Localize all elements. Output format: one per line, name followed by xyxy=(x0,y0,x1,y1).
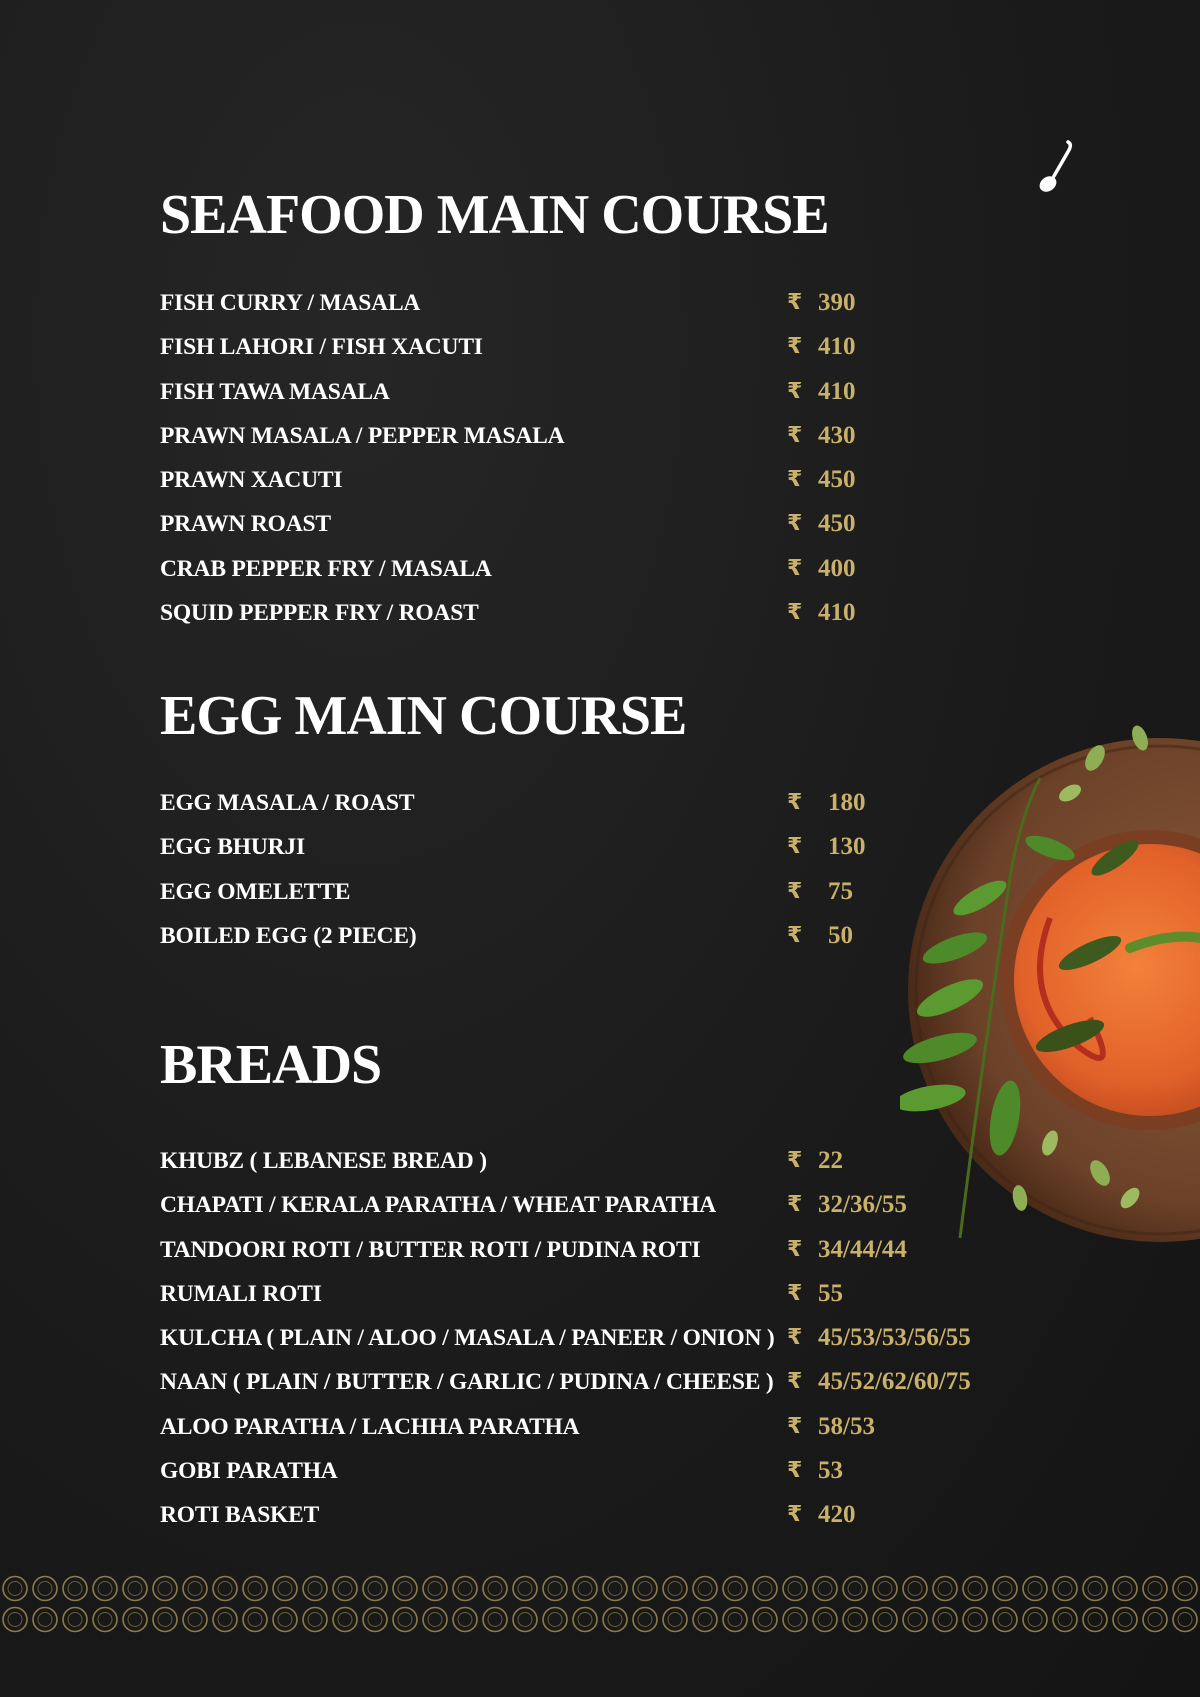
menu-item xyxy=(160,1272,1000,1316)
item-price: 450 xyxy=(818,466,856,494)
item-price: 430 xyxy=(818,421,856,449)
rupee-symbol: ₹ xyxy=(787,1502,803,1528)
circle-pattern-border xyxy=(0,1573,1200,1635)
item-name: PRAWN MASALA / PEPPER MASALA xyxy=(160,422,565,449)
menu-item xyxy=(160,414,1000,458)
rupee-symbol: ₹ xyxy=(787,922,803,948)
item-price: 390 xyxy=(818,289,856,316)
breads-menu-list xyxy=(160,1139,1000,1538)
menu-item xyxy=(160,1228,1000,1272)
item-price: 22 xyxy=(818,1147,843,1174)
rupee-symbol: ₹ xyxy=(787,555,803,581)
menu-item xyxy=(160,547,1000,591)
item-price: 130 xyxy=(828,833,866,861)
menu-item xyxy=(160,1360,1000,1404)
item-name: TANDOORI ROTI / BUTTER ROTI / PUDINA ROTI xyxy=(160,1236,701,1263)
item-name: ALOO PARATHA / LACHHA PARATHA xyxy=(160,1413,580,1440)
item-price: 53 xyxy=(818,1457,843,1485)
item-name: CHAPATI / KERALA PARATHA / WHEAT PARATHA xyxy=(160,1192,717,1219)
seafood-menu-list xyxy=(160,281,1000,635)
menu-item xyxy=(160,370,1000,414)
item-price: 34/44/44 xyxy=(818,1235,907,1263)
item-price: 45/52/62/60/75 xyxy=(818,1368,971,1396)
menu-item xyxy=(160,1493,1000,1537)
menu-item xyxy=(160,781,1000,825)
menu-item xyxy=(160,1183,1000,1227)
rupee-symbol: ₹ xyxy=(787,790,803,815)
rupee-symbol: ₹ xyxy=(787,600,803,626)
menu-item xyxy=(160,325,1000,369)
item-name: FISH TAWA MASALA xyxy=(160,378,390,405)
item-price: 410 xyxy=(818,599,856,627)
menu-item xyxy=(160,458,1000,502)
egg-section-title: EGG MAIN COURSE xyxy=(160,685,687,747)
item-name: BOILED EGG (2 PIECE) xyxy=(160,922,417,949)
item-name: CRAB PEPPER FRY / MASALA xyxy=(160,555,492,582)
menu-item xyxy=(160,1405,1000,1449)
item-name: RUMALI ROTI xyxy=(160,1280,322,1307)
item-name: KHUBZ ( LEBANESE BREAD ) xyxy=(160,1148,487,1174)
item-name: KULCHA ( PLAIN / ALOO / MASALA / PANEER / ONION ) xyxy=(160,1325,775,1352)
menu-item xyxy=(160,914,1000,958)
item-price: 180 xyxy=(828,789,866,816)
item-name: EGG BHURJI xyxy=(160,834,305,861)
rupee-symbol: ₹ xyxy=(787,378,803,404)
rupee-symbol: ₹ xyxy=(787,878,803,904)
spoon-icon xyxy=(1030,138,1080,198)
rupee-symbol: ₹ xyxy=(787,834,803,860)
item-price: 410 xyxy=(818,377,856,405)
item-name: PRAWN ROAST xyxy=(160,511,331,538)
menu-item xyxy=(160,281,1000,325)
item-name: SQUID PEPPER FRY / ROAST xyxy=(160,600,479,627)
rupee-symbol: ₹ xyxy=(787,1413,803,1439)
item-price: 58/53 xyxy=(818,1412,875,1440)
rupee-symbol: ₹ xyxy=(787,467,803,493)
rupee-symbol: ₹ xyxy=(787,1369,803,1395)
item-name: GOBI PARATHA xyxy=(160,1458,338,1485)
rupee-symbol: ₹ xyxy=(787,422,803,448)
menu-item xyxy=(160,825,1000,869)
egg-menu-list xyxy=(160,781,1000,958)
item-name: FISH LAHORI / FISH XACUTI xyxy=(160,334,483,361)
menu-item xyxy=(160,1449,1000,1493)
rupee-symbol: ₹ xyxy=(787,1458,803,1484)
menu-item xyxy=(160,502,1000,546)
item-price: 400 xyxy=(818,554,856,582)
item-price: 50 xyxy=(828,921,853,949)
item-price: 75 xyxy=(828,877,853,905)
item-price: 420 xyxy=(818,1501,856,1529)
item-price: 45/53/53/56/55 xyxy=(818,1324,971,1352)
item-name: NAAN ( PLAIN / BUTTER / GARLIC / PUDINA / CHEESE ) xyxy=(160,1369,774,1396)
item-price: 450 xyxy=(818,510,856,538)
item-name: FISH CURRY / MASALA xyxy=(160,290,421,316)
item-name: EGG OMELETTE xyxy=(160,878,351,905)
menu-item xyxy=(160,1139,1000,1183)
item-name: PRAWN XACUTI xyxy=(160,467,343,494)
rupee-symbol: ₹ xyxy=(787,1280,803,1306)
seafood-section-title: SEAFOOD MAIN COURSE xyxy=(160,184,829,246)
item-price: 410 xyxy=(818,333,856,361)
item-price: 55 xyxy=(818,1279,843,1307)
rupee-symbol: ₹ xyxy=(787,1236,803,1262)
menu-item xyxy=(160,870,1000,914)
item-name: EGG MASALA / ROAST xyxy=(160,790,415,816)
breads-section-title: BREADS xyxy=(160,1034,382,1096)
curry-bowl-illustration xyxy=(900,718,1200,1258)
rupee-symbol: ₹ xyxy=(787,334,803,360)
rupee-symbol: ₹ xyxy=(787,1325,803,1351)
menu-item xyxy=(160,591,1000,635)
rupee-symbol: ₹ xyxy=(787,1192,803,1218)
rupee-symbol: ₹ xyxy=(787,290,803,315)
item-name: ROTI BASKET xyxy=(160,1502,320,1529)
item-price: 32/36/55 xyxy=(818,1191,907,1219)
rupee-symbol: ₹ xyxy=(787,1148,803,1173)
menu-item xyxy=(160,1316,1000,1360)
rupee-symbol: ₹ xyxy=(787,511,803,537)
